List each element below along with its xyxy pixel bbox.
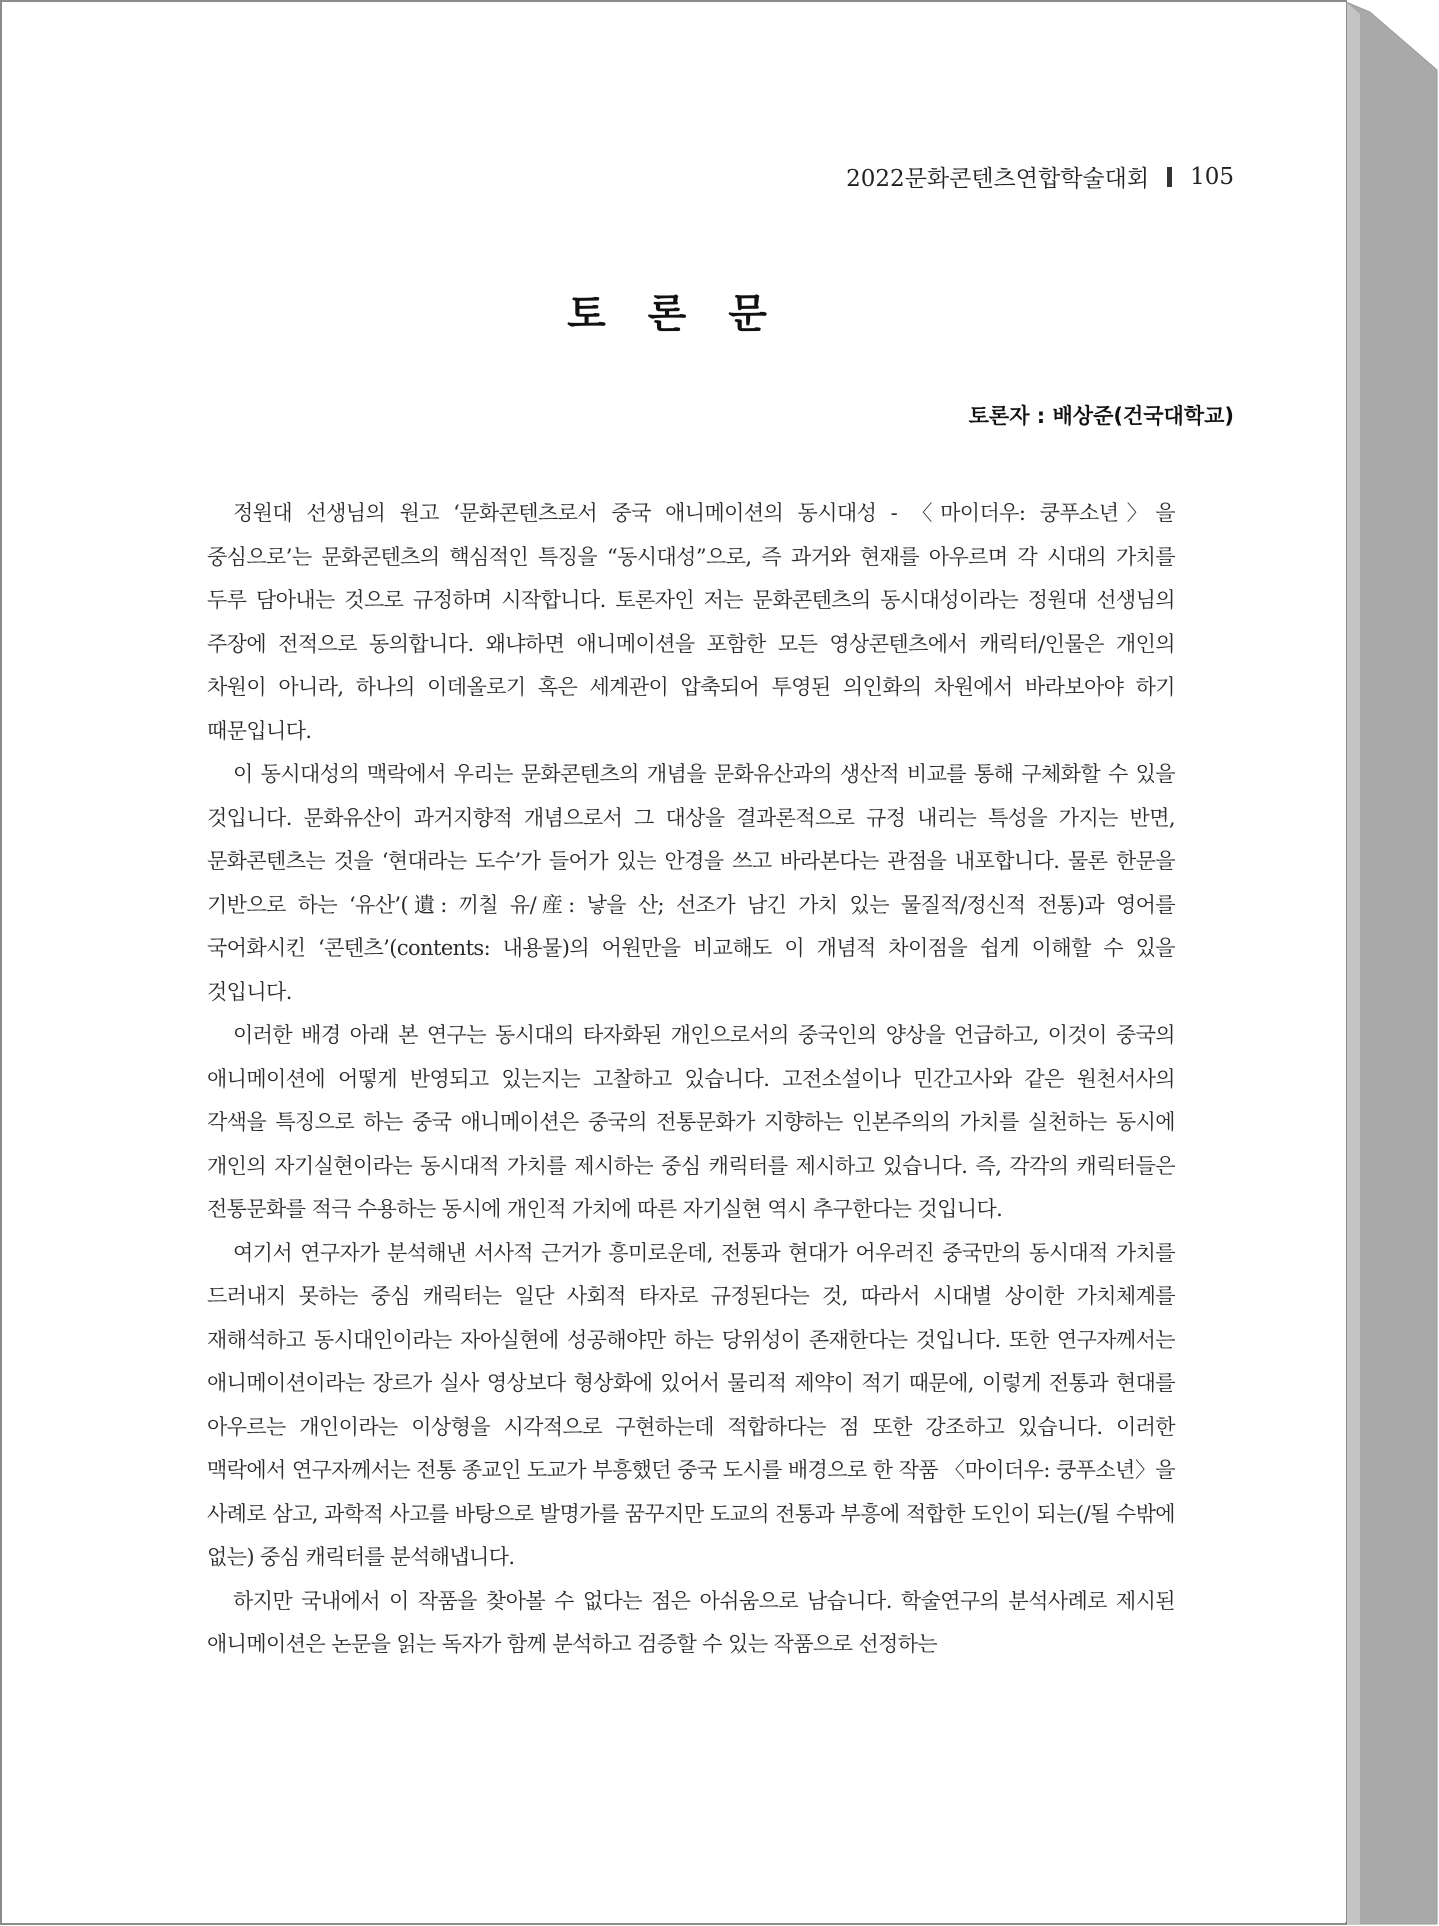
- document-title: 토 론 문: [567, 291, 781, 337]
- document-page: [2, 2, 1346, 1922]
- paragraph-2: 이 동시대성의 맥락에서 우리는 문화콘텐츠의 개념을 문화유산과의 생산적 비교를 통해 구체화할 수 있을 것입니다. 문화유산이 과거지향적 개념으로서 그 대상을 결과론적으로 규정 내리는 특성을 가지는 반면, 문화콘텐츠는 것을 ‘현대라는 도수’가 들어가 있는 안경을 쓰고 바라본다는 관점을 내포합니다. 물론 한문을 기반으로 하는 ‘유산’(遺: 끼칠 유/産: 낳을 산; 선조가 남긴 가치 있는 물질적/정신적 전통)과 영어를 국어화시킨 ‘콘텐츠’(contents: 내용물)의 어원만을 비교해도 이 개념적 차이점을 쉽게 이해할 수 있을 것입니다.: [207, 762, 1175, 1004]
- discussant-line: 토론자 : 배상준(건국대학교): [968, 404, 1234, 428]
- paragraph-4: 여기서 연구자가 분석해낸 서사적 근거가 흥미로운데, 전통과 현대가 어우러진 중국만의 동시대적 가치를 드러내지 못하는 중심 캐릭터는 일단 사회적 타자로 규정된다는 것, 따라서 시대별 상이한 가치체계를 재해석하고 동시대인이라는 자아실현에 성공해야만 하는 당위성이 존재한다는 것입니다. 또한 연구자께서는 애니메이션이라는 장르가 실사 영상보다 형상화에 있어서 물리적 제약이 적기 때문에, 이렇게 전통과 현대를 아우르는 개인이라는 이상형을 시각적으로 구현하는데 적합하다는 점 또한 강조하고 있습니다. 이러한 맥락에서 연구자께서는 전통 종교인 도교가 부흥했던 중국 도시를 배경으로 한 작품 〈마이더우: 쿵푸소년〉을 사례로 삼고, 과학적 사고를 바탕으로 발명가를 꿈꾸지만 도교의 전통과 부흥에 적합한 도인이 되는(/될 수밖에 없는) 중심 캐릭터를 분석해냅니다.: [207, 1240, 1175, 1569]
- body-text: [207, 492, 1175, 1667]
- paragraph-1: 정원대 선생님의 원고 ‘문화콘텐츠로서 중국 애니메이션의 동시대성 - 〈마이더우: 쿵푸소년〉을 중심으로’는 문화콘텐츠의 핵심적인 특징을 “동시대성”으로, 즉 과거와 현재를 아우르며 각 시대의 가치를 두루 담아내는 것으로 규정하며 시작합니다. 토론자인 저는 문화콘텐츠의 동시대성이라는 정원대 선생님의 주장에 전적으로 동의합니다. 왜냐하면 애니메이션을 포함한 모든 영상콘텐츠에서 캐릭터/인물은 개인의 차원이 아니라, 하나의 이데올로기 혹은 세계관이 압축되어 투영된 의인화의 차원에서 바라보아야 하기 때문입니다.: [207, 501, 1175, 743]
- paragraph-3: 이러한 배경 아래 본 연구는 동시대의 타자화된 개인으로서의 중국인의 양상을 언급하고, 이것이 중국의 애니메이션에 어떻게 반영되고 있는지는 고찰하고 있습니다. 고전소설이나 민간고사와 같은 원천서사의 각색을 특징으로 하는 중국 애니메이션은 중국의 전통문화가 지향하는 인본주의의 가치를 실천하는 동시에 개인의 자기실현이라는 동시대적 가치를 제시하는 중심 캐릭터를 제시하고 있습니다. 즉, 각각의 캐릭터들은 전통문화를 적극 수용하는 동시에 개인적 가치에 따른 자기실현 역시 추구한다는 것입니다.: [207, 1023, 1175, 1221]
- page-number: 105: [1190, 163, 1234, 190]
- paragraph-5: 하지만 국내에서 이 작품을 찾아볼 수 없다는 점은 아쉬움으로 남습니다. 학술연구의 분석사례로 제시된 애니메이션은 논문을 읽는 독자가 함께 분석하고 검증할 수 있는 작품으로 선정하는: [207, 1588, 1175, 1656]
- running-header: [846, 160, 1234, 193]
- header-separator: [1167, 167, 1172, 187]
- conference-name: 2022문화콘텐츠연합학술대회: [846, 166, 1150, 192]
